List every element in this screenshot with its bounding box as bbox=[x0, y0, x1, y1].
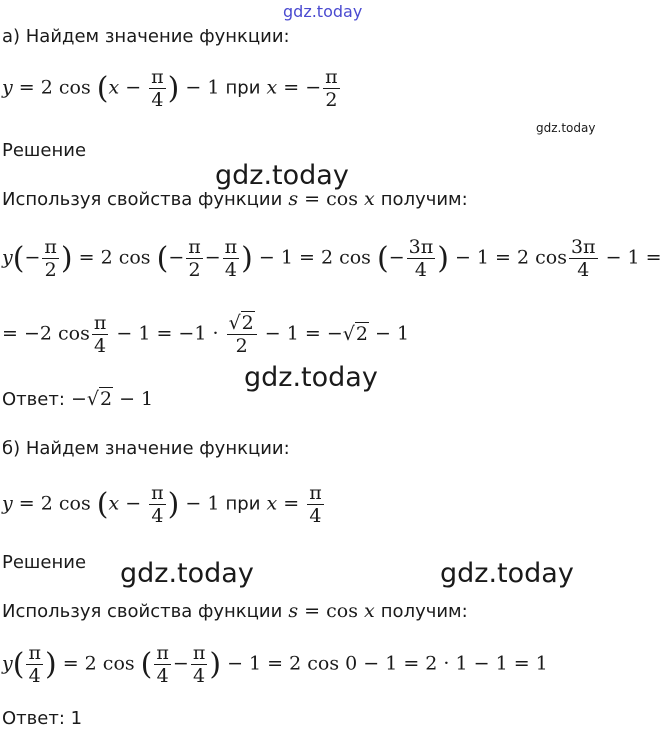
part-b-heading: б) Найдем значение функции: bbox=[2, 438, 290, 459]
part-a-solution-label: Решение bbox=[2, 140, 87, 161]
part-b-function: y = 2 cos (x − $\frac{\pi}{4}$ ) − 1 при x = $\frac{\pi}{4}$ bbox=[2, 482, 322, 527]
part-b-answer: Ответ: 1 bbox=[2, 708, 83, 729]
watermark-2: gdz.today bbox=[244, 362, 378, 393]
part-a-using-text: Используя свойства функции s = cos x получим: bbox=[2, 188, 468, 210]
part-b-using-text: Используя свойства функции s = cos x получим: bbox=[2, 600, 468, 622]
part-a-heading: а) Найдем значение функции: bbox=[2, 26, 290, 47]
part-b-computation: y( $\frac{\pi}{4}$ ) = 2 cos ( $\frac{\pi}{4}$ − $\frac{\pi}{4}$ ) − 1 = 2 cos 0 − 1 = 2 · 1 − 1 = 1 bbox=[2, 642, 548, 687]
answer-label: Ответ: bbox=[2, 389, 65, 410]
watermark-4: gdz.today bbox=[440, 558, 574, 589]
using-text-end-b: получим: bbox=[380, 601, 468, 622]
using-text-end: получим: bbox=[380, 189, 468, 210]
part-b-solution-label: Решение bbox=[2, 552, 87, 573]
part-a-function: y = 2 cos (x − $\frac{\pi}{4}$ ) − 1 при x = − $\frac{\pi}{2}$ bbox=[2, 66, 338, 111]
part-a-computation-1: y(− $\frac{\pi}{2}$ ) = 2 cos (− $\frac{\pi}{2}$ − $\frac{\pi}{4}$ ) − 1 = 2 cos (− $\frac{3\pi}{4}$ ) − 1 = 2 cos $\frac{3\pi}{4}$ − 1 = bbox=[2, 236, 662, 281]
watermark-small: gdz.today bbox=[536, 121, 596, 135]
pri-word-b: при bbox=[225, 493, 261, 515]
watermark-top: gdz.today bbox=[283, 2, 363, 21]
using-text-start-b: Используя свойства функции bbox=[2, 601, 283, 622]
part-a-computation-2: = −2 cos $\frac{\pi}{4}$ − 1 = −1 · $\frac{√2}{2}$ − 1 = −√2 − 1 bbox=[2, 312, 410, 357]
part-a-answer: Ответ: −√2 − 1 bbox=[2, 388, 154, 410]
using-text-start: Используя свойства функции bbox=[2, 189, 283, 210]
watermark-3: gdz.today bbox=[120, 558, 254, 589]
watermark-1: gdz.today bbox=[215, 160, 349, 191]
pri-word: при bbox=[225, 77, 261, 99]
